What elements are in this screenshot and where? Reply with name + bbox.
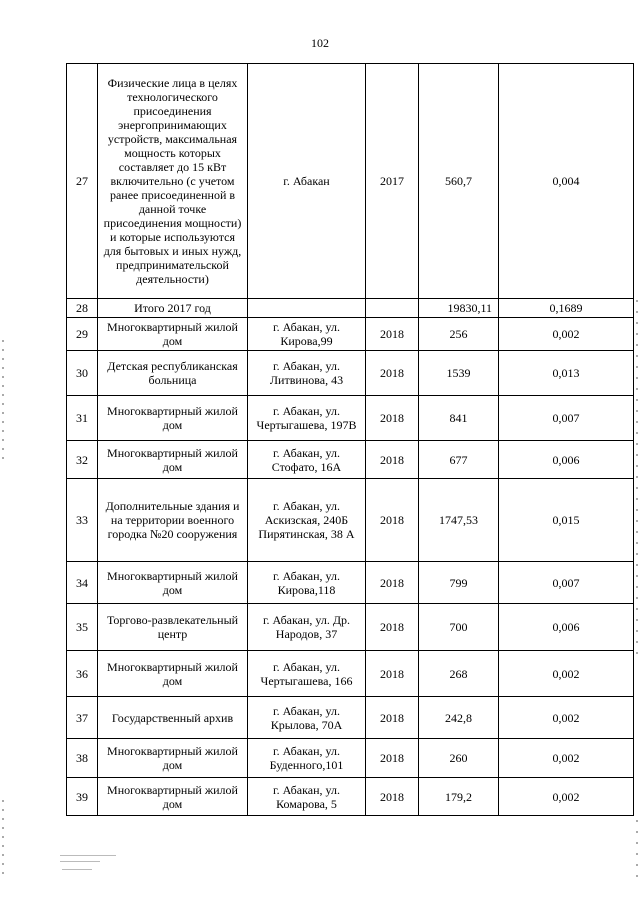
object-year: 2018 <box>366 479 419 562</box>
table-row <box>67 697 634 739</box>
scan-artifact-right-edge <box>636 820 638 880</box>
row-number: 37 <box>67 697 98 739</box>
object-value: 700 <box>419 604 499 651</box>
table-row <box>67 739 634 778</box>
object-year: 2018 <box>366 396 419 441</box>
row-number: 30 <box>67 351 98 396</box>
object-address: г. Абакан, ул. Аскизская, 240Б Пирятинская, 38 А <box>248 479 366 562</box>
table-row <box>67 396 634 441</box>
row-number: 27 <box>67 64 98 299</box>
object-year: 2018 <box>366 739 419 778</box>
object-value: 260 <box>419 739 499 778</box>
object-value: 841 <box>419 396 499 441</box>
object-name: Многоквартирный жилой дом <box>98 396 248 441</box>
object-address: г. Абакан, ул. Кирова,99 <box>248 318 366 351</box>
object-year: 2018 <box>366 697 419 739</box>
object-name: Многоквартирный жилой дом <box>98 318 248 351</box>
object-year: 2018 <box>366 562 419 604</box>
row-number: 33 <box>67 479 98 562</box>
row-number: 34 <box>67 562 98 604</box>
table-row <box>67 299 634 318</box>
row-number: 32 <box>67 441 98 479</box>
object-name: Физические лица в целях технологического присоединения энергопринимающих устройств, максимальная мощность которых составляет до 15 кВт включительно (с учетом ранее присоединенной в данной точке присоединения мощности) и которые используются для бытовых и иных нужд, предпринимательской деятельности) <box>98 64 248 299</box>
object-name: Детская республиканская больница <box>98 351 248 396</box>
object-year: 2018 <box>366 604 419 651</box>
object-year: 2018 <box>366 351 419 396</box>
object-name: Многоквартирный жилой дом <box>98 778 248 816</box>
scan-artifact-right-edge <box>636 300 638 660</box>
object-address: г. Абакан, ул. Буденного,101 <box>248 739 366 778</box>
object-value: 560,7 <box>419 64 499 299</box>
object-year: 2018 <box>366 441 419 479</box>
object-name: Многоквартирный жилой дом <box>98 562 248 604</box>
object-value: 799 <box>419 562 499 604</box>
object-value: 19830,11 <box>419 299 499 318</box>
object-share: 0,002 <box>499 778 634 816</box>
object-name: Итого 2017 год <box>98 299 248 318</box>
object-address: г. Абакан, ул. Крылова, 70А <box>248 697 366 739</box>
object-name: Многоквартирный жилой дом <box>98 651 248 697</box>
table-row <box>67 441 634 479</box>
object-name: Дополнительные здания и на территории военного городка №20 сооружения <box>98 479 248 562</box>
object-name: Государственный архив <box>98 697 248 739</box>
table-row <box>67 562 634 604</box>
object-value: 1747,53 <box>419 479 499 562</box>
object-address: г. Абакан <box>248 64 366 299</box>
object-name: Торгово-развлекательный центр <box>98 604 248 651</box>
object-value: 677 <box>419 441 499 479</box>
table-row <box>67 479 634 562</box>
object-address: г. Абакан, ул. Др. Народов, 37 <box>248 604 366 651</box>
object-year: 2018 <box>366 318 419 351</box>
row-number: 39 <box>67 778 98 816</box>
object-value: 268 <box>419 651 499 697</box>
row-number: 29 <box>67 318 98 351</box>
row-number: 38 <box>67 739 98 778</box>
object-address: г. Абакан, ул. Кирова,118 <box>248 562 366 604</box>
object-share: 0,002 <box>499 318 634 351</box>
object-year <box>366 299 419 318</box>
object-year: 2017 <box>366 64 419 299</box>
object-value: 256 <box>419 318 499 351</box>
object-value: 179,2 <box>419 778 499 816</box>
table-row <box>67 64 634 299</box>
object-share: 0,015 <box>499 479 634 562</box>
table-row <box>67 351 634 396</box>
page-number: 102 <box>311 36 329 50</box>
object-name: Многоквартирный жилой дом <box>98 739 248 778</box>
object-share: 0,1689 <box>499 299 634 318</box>
row-number: 28 <box>67 299 98 318</box>
object-year: 2018 <box>366 778 419 816</box>
scan-artifact-left-edge <box>2 340 4 460</box>
scan-artifact-marks <box>58 853 120 883</box>
object-address <box>248 299 366 318</box>
object-address: г. Абакан, ул. Чертыгашева, 197В <box>248 396 366 441</box>
table-row <box>67 651 634 697</box>
data-table <box>66 63 634 816</box>
object-share: 0,002 <box>499 651 634 697</box>
object-address: г. Абакан, ул. Комарова, 5 <box>248 778 366 816</box>
table-row <box>67 318 634 351</box>
scan-artifact-left-edge <box>2 800 4 880</box>
row-number: 36 <box>67 651 98 697</box>
object-name: Многоквартирный жилой дом <box>98 441 248 479</box>
object-share: 0,006 <box>499 604 634 651</box>
object-share: 0,004 <box>499 64 634 299</box>
object-value: 1539 <box>419 351 499 396</box>
object-share: 0,007 <box>499 562 634 604</box>
object-year: 2018 <box>366 651 419 697</box>
object-share: 0,002 <box>499 739 634 778</box>
object-share: 0,006 <box>499 441 634 479</box>
table-row <box>67 604 634 651</box>
object-value: 242,8 <box>419 697 499 739</box>
object-share: 0,007 <box>499 396 634 441</box>
table-row <box>67 778 634 816</box>
object-address: г. Абакан, ул. Стофато, 16А <box>248 441 366 479</box>
row-number: 35 <box>67 604 98 651</box>
object-address: г. Абакан, ул. Литвинова, 43 <box>248 351 366 396</box>
object-share: 0,013 <box>499 351 634 396</box>
object-share: 0,002 <box>499 697 634 739</box>
row-number: 31 <box>67 396 98 441</box>
object-address: г. Абакан, ул. Чертыгашева, 166 <box>248 651 366 697</box>
